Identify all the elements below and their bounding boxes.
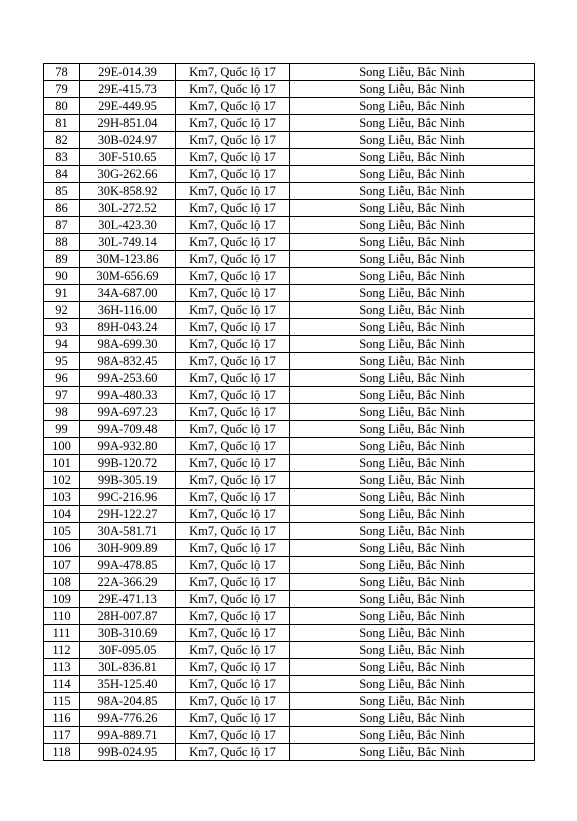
unit-cell: Song Liễu, Bắc Ninh xyxy=(290,557,535,574)
unit-cell: Song Liễu, Bắc Ninh xyxy=(290,285,535,302)
table-row xyxy=(44,319,535,336)
row-number-cell: 110 xyxy=(44,608,80,625)
table-row xyxy=(44,336,535,353)
row-number-cell: 98 xyxy=(44,404,80,421)
table-row xyxy=(44,285,535,302)
row-number-cell: 100 xyxy=(44,438,80,455)
table-row xyxy=(44,523,535,540)
location-cell: Km7, Quốc lộ 17 xyxy=(176,166,290,183)
table-row xyxy=(44,489,535,506)
location-cell: Km7, Quốc lộ 17 xyxy=(176,506,290,523)
table-row xyxy=(44,591,535,608)
location-cell: Km7, Quốc lộ 17 xyxy=(176,591,290,608)
location-cell: Km7, Quốc lộ 17 xyxy=(176,489,290,506)
location-cell: Km7, Quốc lộ 17 xyxy=(176,268,290,285)
location-cell: Km7, Quốc lộ 17 xyxy=(176,115,290,132)
row-number-cell: 82 xyxy=(44,132,80,149)
location-cell: Km7, Quốc lộ 17 xyxy=(176,370,290,387)
unit-cell: Song Liễu, Bắc Ninh xyxy=(290,455,535,472)
location-cell: Km7, Quốc lộ 17 xyxy=(176,183,290,200)
location-cell: Km7, Quốc lộ 17 xyxy=(176,387,290,404)
location-cell: Km7, Quốc lộ 17 xyxy=(176,336,290,353)
unit-cell: Song Liễu, Bắc Ninh xyxy=(290,64,535,81)
unit-cell: Song Liễu, Bắc Ninh xyxy=(290,421,535,438)
row-number-cell: 95 xyxy=(44,353,80,370)
table-row xyxy=(44,200,535,217)
plate-number-cell: 30L-749.14 xyxy=(80,234,176,251)
table-row xyxy=(44,693,535,710)
plate-number-cell: 99B-305.19 xyxy=(80,472,176,489)
row-number-cell: 94 xyxy=(44,336,80,353)
plate-number-cell: 99A-253.60 xyxy=(80,370,176,387)
table-row xyxy=(44,370,535,387)
location-cell: Km7, Quốc lộ 17 xyxy=(176,353,290,370)
plate-number-cell: 98A-204.85 xyxy=(80,693,176,710)
row-number-cell: 80 xyxy=(44,98,80,115)
unit-cell: Song Liễu, Bắc Ninh xyxy=(290,676,535,693)
row-number-cell: 78 xyxy=(44,64,80,81)
row-number-cell: 87 xyxy=(44,217,80,234)
unit-cell: Song Liễu, Bắc Ninh xyxy=(290,149,535,166)
row-number-cell: 112 xyxy=(44,642,80,659)
location-cell: Km7, Quốc lộ 17 xyxy=(176,472,290,489)
location-cell: Km7, Quốc lộ 17 xyxy=(176,642,290,659)
table-row xyxy=(44,608,535,625)
plate-number-cell: 30H-909.89 xyxy=(80,540,176,557)
location-cell: Km7, Quốc lộ 17 xyxy=(176,659,290,676)
unit-cell: Song Liễu, Bắc Ninh xyxy=(290,574,535,591)
location-cell: Km7, Quốc lộ 17 xyxy=(176,455,290,472)
unit-cell: Song Liễu, Bắc Ninh xyxy=(290,693,535,710)
unit-cell: Song Liễu, Bắc Ninh xyxy=(290,404,535,421)
row-number-cell: 79 xyxy=(44,81,80,98)
unit-cell: Song Liễu, Bắc Ninh xyxy=(290,744,535,761)
plate-number-cell: 29E-415.73 xyxy=(80,81,176,98)
plate-number-cell: 30A-581.71 xyxy=(80,523,176,540)
row-number-cell: 93 xyxy=(44,319,80,336)
unit-cell: Song Liễu, Bắc Ninh xyxy=(290,217,535,234)
unit-cell: Song Liễu, Bắc Ninh xyxy=(290,183,535,200)
plate-number-cell: 89H-043.24 xyxy=(80,319,176,336)
table-row xyxy=(44,625,535,642)
unit-cell: Song Liễu, Bắc Ninh xyxy=(290,319,535,336)
row-number-cell: 88 xyxy=(44,234,80,251)
plate-number-cell: 30K-858.92 xyxy=(80,183,176,200)
table-row xyxy=(44,64,535,81)
location-cell: Km7, Quốc lộ 17 xyxy=(176,81,290,98)
row-number-cell: 114 xyxy=(44,676,80,693)
table-row xyxy=(44,557,535,574)
table-row xyxy=(44,81,535,98)
unit-cell: Song Liễu, Bắc Ninh xyxy=(290,540,535,557)
location-cell: Km7, Quốc lộ 17 xyxy=(176,217,290,234)
location-cell: Km7, Quốc lộ 17 xyxy=(176,285,290,302)
plate-number-cell: 99A-480.33 xyxy=(80,387,176,404)
unit-cell: Song Liễu, Bắc Ninh xyxy=(290,608,535,625)
table-row xyxy=(44,659,535,676)
table-row xyxy=(44,268,535,285)
row-number-cell: 92 xyxy=(44,302,80,319)
plate-number-cell: 36H-116.00 xyxy=(80,302,176,319)
plate-number-cell: 99A-932.80 xyxy=(80,438,176,455)
table-row xyxy=(44,302,535,319)
unit-cell: Song Liễu, Bắc Ninh xyxy=(290,234,535,251)
unit-cell: Song Liễu, Bắc Ninh xyxy=(290,523,535,540)
location-cell: Km7, Quốc lộ 17 xyxy=(176,693,290,710)
row-number-cell: 116 xyxy=(44,710,80,727)
table-row xyxy=(44,472,535,489)
plate-number-cell: 99B-120.72 xyxy=(80,455,176,472)
location-cell: Km7, Quốc lộ 17 xyxy=(176,676,290,693)
location-cell: Km7, Quốc lộ 17 xyxy=(176,438,290,455)
row-number-cell: 105 xyxy=(44,523,80,540)
row-number-cell: 86 xyxy=(44,200,80,217)
table-row xyxy=(44,744,535,761)
table-row xyxy=(44,132,535,149)
location-cell: Km7, Quốc lộ 17 xyxy=(176,149,290,166)
location-cell: Km7, Quốc lộ 17 xyxy=(176,64,290,81)
row-number-cell: 85 xyxy=(44,183,80,200)
unit-cell: Song Liễu, Bắc Ninh xyxy=(290,387,535,404)
plate-number-cell: 29E-449.95 xyxy=(80,98,176,115)
plate-number-cell: 30F-510.65 xyxy=(80,149,176,166)
location-cell: Km7, Quốc lộ 17 xyxy=(176,319,290,336)
plate-number-cell: 98A-699.30 xyxy=(80,336,176,353)
plate-number-cell: 22A-366.29 xyxy=(80,574,176,591)
table-row xyxy=(44,251,535,268)
unit-cell: Song Liễu, Bắc Ninh xyxy=(290,336,535,353)
row-number-cell: 109 xyxy=(44,591,80,608)
plate-number-cell: 30B-024.97 xyxy=(80,132,176,149)
row-number-cell: 96 xyxy=(44,370,80,387)
table-row xyxy=(44,506,535,523)
unit-cell: Song Liễu, Bắc Ninh xyxy=(290,353,535,370)
row-number-cell: 118 xyxy=(44,744,80,761)
row-number-cell: 84 xyxy=(44,166,80,183)
table-row xyxy=(44,540,535,557)
row-number-cell: 117 xyxy=(44,727,80,744)
unit-cell: Song Liễu, Bắc Ninh xyxy=(290,472,535,489)
row-number-cell: 90 xyxy=(44,268,80,285)
location-cell: Km7, Quốc lộ 17 xyxy=(176,251,290,268)
plate-number-cell: 99A-697.23 xyxy=(80,404,176,421)
table-row xyxy=(44,455,535,472)
location-cell: Km7, Quốc lộ 17 xyxy=(176,557,290,574)
plate-number-cell: 35H-125.40 xyxy=(80,676,176,693)
plate-number-cell: 99B-024.95 xyxy=(80,744,176,761)
plate-number-cell: 34A-687.00 xyxy=(80,285,176,302)
row-number-cell: 89 xyxy=(44,251,80,268)
row-number-cell: 83 xyxy=(44,149,80,166)
unit-cell: Song Liễu, Bắc Ninh xyxy=(290,710,535,727)
unit-cell: Song Liễu, Bắc Ninh xyxy=(290,659,535,676)
unit-cell: Song Liễu, Bắc Ninh xyxy=(290,370,535,387)
row-number-cell: 103 xyxy=(44,489,80,506)
row-number-cell: 115 xyxy=(44,693,80,710)
row-number-cell: 81 xyxy=(44,115,80,132)
plate-number-cell: 29H-851.04 xyxy=(80,115,176,132)
table-row xyxy=(44,676,535,693)
plate-number-cell: 30L-272.52 xyxy=(80,200,176,217)
unit-cell: Song Liễu, Bắc Ninh xyxy=(290,268,535,285)
unit-cell: Song Liễu, Bắc Ninh xyxy=(290,166,535,183)
location-cell: Km7, Quốc lộ 17 xyxy=(176,727,290,744)
table-row xyxy=(44,234,535,251)
row-number-cell: 102 xyxy=(44,472,80,489)
unit-cell: Song Liễu, Bắc Ninh xyxy=(290,302,535,319)
location-cell: Km7, Quốc lộ 17 xyxy=(176,132,290,149)
table-row xyxy=(44,642,535,659)
unit-cell: Song Liễu, Bắc Ninh xyxy=(290,625,535,642)
unit-cell: Song Liễu, Bắc Ninh xyxy=(290,251,535,268)
row-number-cell: 113 xyxy=(44,659,80,676)
plate-number-cell: 29E-471.13 xyxy=(80,591,176,608)
table-row xyxy=(44,421,535,438)
row-number-cell: 104 xyxy=(44,506,80,523)
location-cell: Km7, Quốc lộ 17 xyxy=(176,421,290,438)
location-cell: Km7, Quốc lộ 17 xyxy=(176,523,290,540)
plate-number-cell: 29E-014.39 xyxy=(80,64,176,81)
table-row xyxy=(44,149,535,166)
table-row xyxy=(44,353,535,370)
table-row xyxy=(44,166,535,183)
location-cell: Km7, Quốc lộ 17 xyxy=(176,574,290,591)
table-row xyxy=(44,98,535,115)
location-cell: Km7, Quốc lộ 17 xyxy=(176,608,290,625)
plate-number-cell: 30M-123.86 xyxy=(80,251,176,268)
plate-number-cell: 30G-262.66 xyxy=(80,166,176,183)
violation-table xyxy=(43,63,535,761)
plate-number-cell: 30B-310.69 xyxy=(80,625,176,642)
row-number-cell: 97 xyxy=(44,387,80,404)
location-cell: Km7, Quốc lộ 17 xyxy=(176,710,290,727)
location-cell: Km7, Quốc lộ 17 xyxy=(176,302,290,319)
location-cell: Km7, Quốc lộ 17 xyxy=(176,540,290,557)
table-row xyxy=(44,387,535,404)
unit-cell: Song Liễu, Bắc Ninh xyxy=(290,115,535,132)
plate-number-cell: 30L-423.30 xyxy=(80,217,176,234)
location-cell: Km7, Quốc lộ 17 xyxy=(176,404,290,421)
row-number-cell: 91 xyxy=(44,285,80,302)
unit-cell: Song Liễu, Bắc Ninh xyxy=(290,81,535,98)
unit-cell: Song Liễu, Bắc Ninh xyxy=(290,132,535,149)
plate-number-cell: 99A-776.26 xyxy=(80,710,176,727)
unit-cell: Song Liễu, Bắc Ninh xyxy=(290,506,535,523)
plate-number-cell: 30L-836.81 xyxy=(80,659,176,676)
unit-cell: Song Liễu, Bắc Ninh xyxy=(290,200,535,217)
table-row xyxy=(44,217,535,234)
unit-cell: Song Liễu, Bắc Ninh xyxy=(290,98,535,115)
table-row xyxy=(44,115,535,132)
unit-cell: Song Liễu, Bắc Ninh xyxy=(290,489,535,506)
plate-number-cell: 99C-216.96 xyxy=(80,489,176,506)
plate-number-cell: 28H-007.87 xyxy=(80,608,176,625)
unit-cell: Song Liễu, Bắc Ninh xyxy=(290,438,535,455)
plate-number-cell: 98A-832.45 xyxy=(80,353,176,370)
table-row xyxy=(44,404,535,421)
location-cell: Km7, Quốc lộ 17 xyxy=(176,234,290,251)
location-cell: Km7, Quốc lộ 17 xyxy=(176,744,290,761)
row-number-cell: 99 xyxy=(44,421,80,438)
row-number-cell: 108 xyxy=(44,574,80,591)
plate-number-cell: 99A-478.85 xyxy=(80,557,176,574)
plate-number-cell: 99A-889.71 xyxy=(80,727,176,744)
unit-cell: Song Liễu, Bắc Ninh xyxy=(290,727,535,744)
unit-cell: Song Liễu, Bắc Ninh xyxy=(290,591,535,608)
row-number-cell: 111 xyxy=(44,625,80,642)
location-cell: Km7, Quốc lộ 17 xyxy=(176,625,290,642)
table-row xyxy=(44,183,535,200)
location-cell: Km7, Quốc lộ 17 xyxy=(176,98,290,115)
unit-cell: Song Liễu, Bắc Ninh xyxy=(290,642,535,659)
plate-number-cell: 29H-122.27 xyxy=(80,506,176,523)
plate-number-cell: 99A-709.48 xyxy=(80,421,176,438)
table-row xyxy=(44,727,535,744)
row-number-cell: 101 xyxy=(44,455,80,472)
plate-number-cell: 30M-656.69 xyxy=(80,268,176,285)
table-row xyxy=(44,710,535,727)
table-row xyxy=(44,574,535,591)
row-number-cell: 106 xyxy=(44,540,80,557)
plate-number-cell: 30F-095.05 xyxy=(80,642,176,659)
row-number-cell: 107 xyxy=(44,557,80,574)
table-body xyxy=(44,64,535,761)
location-cell: Km7, Quốc lộ 17 xyxy=(176,200,290,217)
table-row xyxy=(44,438,535,455)
